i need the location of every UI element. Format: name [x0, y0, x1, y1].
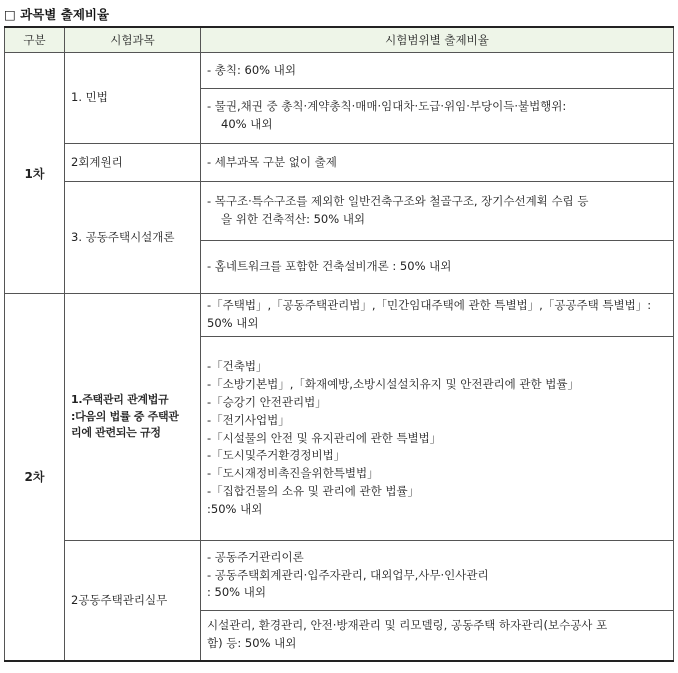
stage-2-label: 2차: [5, 294, 65, 661]
table-row: [5, 294, 674, 337]
scope-line: - 세부과목 구분 없이 출제: [207, 154, 337, 169]
subject-housing-facilities: 3. 공동주택시설개론: [65, 182, 201, 294]
scope-line: -「도시재정비촉진을위한특별법」: [207, 466, 379, 481]
scope-line: 을 위한 건축적산: 50% 내외: [221, 212, 366, 226]
scope-cell: [201, 337, 674, 541]
scope-line: - 홈네트워크를 포함한 건축설비개론 : 50% 내외: [207, 259, 452, 274]
scope-cell: [201, 89, 674, 144]
scope-line: -「승강기 안전관리법」: [207, 394, 327, 409]
scope-line: - 물권,채권 중 총칙·계약총칙·매매·임대차·도급·위임·부당이득·불법행위:: [207, 99, 567, 114]
scope-line: 함) 등: 50% 내외: [207, 636, 297, 651]
subject-housing-practice: 2공동주택관리실무: [65, 541, 201, 661]
scope-line: - 목구조·특수구조를 제외한 일반건축구조와 철골구조, 장기수선계획 수립 등: [207, 194, 589, 209]
scope-line: -「주택법」,「공동주택관리법」,「민간임대주택에 관한 특별법」,「공공주택 특별법」:: [207, 298, 652, 313]
stage-1-label: 1차: [5, 53, 65, 294]
table-row: [5, 182, 674, 241]
scope-line: -「도시및주거환경정비법」: [207, 448, 346, 463]
scope-line: - 총칙: 60% 내외: [207, 62, 296, 77]
subject-line: 1.주택관리 관계법규: [71, 393, 169, 407]
scope-line: - 공동주택회계관리·입주자관리, 대외업무,사무·인사관리: [207, 567, 489, 582]
scope-cell: [201, 611, 674, 661]
page-title: □ 과목별 출제비율: [4, 7, 110, 22]
scope-cell: [201, 541, 674, 611]
scope-line: 시설관리, 환경관리, 안전·방재관리 및 리모델링, 공동주택 하자관리(보수공사 포: [207, 618, 608, 633]
scope-line: -「집합건물의 소유 및 관리에 관한 법률」: [207, 484, 420, 499]
scope-cell: [201, 241, 674, 294]
subject-civil-law: 1. 민법: [65, 53, 201, 144]
scope-cell: [201, 182, 674, 241]
subject-housing-law: [65, 294, 201, 541]
subject-accounting: 2회계원리: [65, 144, 201, 182]
scope-cell: [201, 294, 674, 337]
table-row: [5, 541, 674, 611]
scope-line: : 50% 내외: [207, 585, 266, 600]
table-row: [5, 53, 674, 89]
scope-cell: [201, 53, 674, 89]
scope-line: -「시설물의 안전 및 유지관리에 관한 특별법」: [207, 430, 442, 445]
scope-cell: [201, 144, 674, 182]
header-subject: 시험과목: [65, 27, 201, 53]
scope-line: -「전기사업법」: [207, 412, 290, 427]
scope-line: :50% 내외: [207, 501, 263, 516]
table-row: [5, 144, 674, 182]
scope-line: 40% 내외: [221, 117, 273, 131]
subject-line: :다음의 법률 중 주택관: [71, 409, 179, 423]
subject-line: 리에 관련되는 규정: [71, 426, 161, 440]
header-scope: 시험범위별 출제비율: [201, 27, 674, 53]
scope-line: - 공동주거관리이론: [207, 549, 304, 564]
scope-line: -「소방기본법」,「화재예방,소방시설설치유지 및 안전관리에 관한 법률」: [207, 377, 580, 392]
scope-line: 50% 내외: [207, 316, 259, 330]
table-header-row: [5, 27, 674, 53]
scope-line: -「건축법」: [207, 359, 268, 374]
header-stage: 구분: [5, 27, 65, 53]
exam-ratio-table: [4, 26, 674, 662]
